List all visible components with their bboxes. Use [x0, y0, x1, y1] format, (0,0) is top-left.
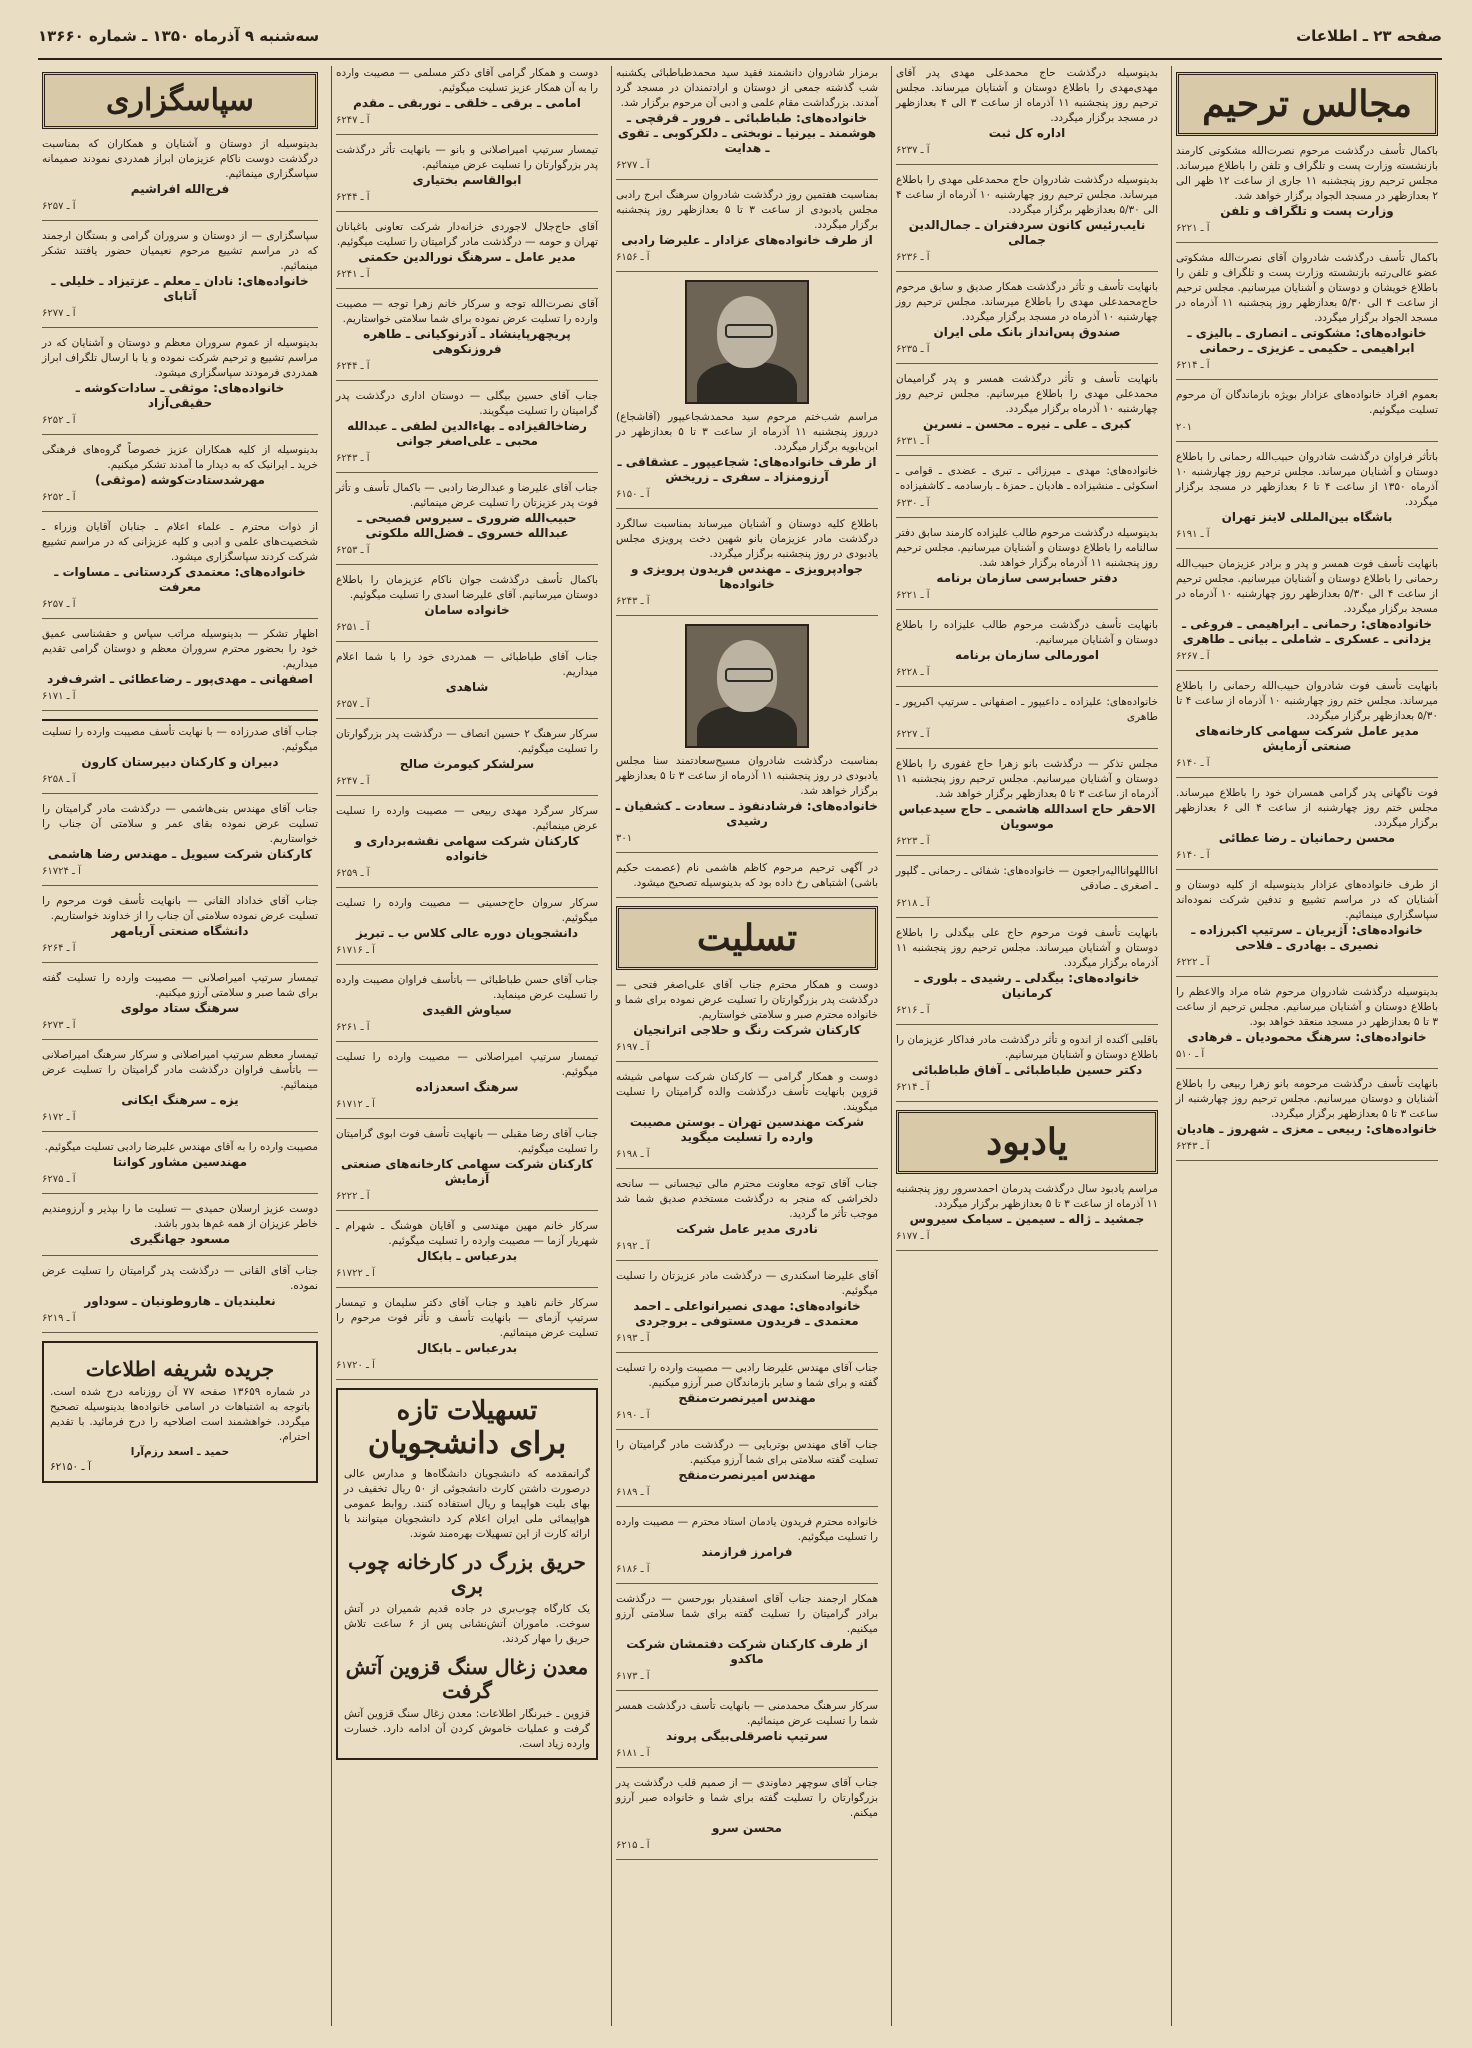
notice-body: بانهایت تأسف فوت شادروان حبیب‌الله رحمانی را باطلاع میرساند. مجلس ختم روز چهارشنبه ۱۰ آذرماه از ساعت ۴ تا ۵/۳۰ بعدازظهر برگزار میگردد.: [1176, 680, 1439, 722]
notice-body: سرکار سرهنگ ۲ حسین انصاف — درگذشت پدر بزرگوارتان را تسلیت میگوئیم.: [336, 728, 598, 755]
correction-notice: [42, 1341, 318, 1483]
notice-body: بدینوسیله درگذشت شادروان مرحوم شاه مراد والاعظم را باطلاع دوستان و آشنایان میرسانیم. مجلس ترحیم از ساعت ۳ تا ۵ بعدازظهر در مسجد منعقد خواهد بود.: [1176, 986, 1438, 1028]
notice: [616, 1269, 878, 1353]
notice-signature: خانواده‌های: طباطبائی ـ فرور ـ قرقچی ـ هوشمند ـ بیرنیا ـ نوبختی ـ دلکرکوبی ـ تقوی ـ هدایت: [617, 111, 877, 155]
notice-signature: فرج‌الله افراشیم: [130, 182, 230, 196]
notice-body: بانهایت تأسف و تأثر درگذشت همکار صدیق و سابق مرحوم حاج‌محمدعلی مهدی را باطلاع میرساند. مجلس ترحیم روز چهارشنبه ۱۰ آذرماه در مسجد برگزار میگردد.: [896, 281, 1158, 323]
notice-code: آ ـ ۶۱۸۹: [616, 1487, 650, 1498]
notice-code: آ ـ ۶۲۳۶: [896, 252, 930, 263]
notice-code: آ ـ ۶۲۴۳: [616, 596, 650, 607]
notice-signature: از طرف خانواده‌های: شجاعیپور ـ عشقاقی ـ آرزومنزاد ـ سفری ـ زریخش: [617, 455, 877, 484]
notice-signature: فرامرز فرازمند: [701, 1545, 793, 1559]
notice-body: جناب آقای مهندس بنی‌هاشمی — درگذشت مادر گرامیتان را تسلیت عرض نموده بقای عمر و سلامتی آن جناب را خواستاریم.: [42, 803, 318, 845]
notice-signature: حبیب‌الله ضروری ـ سیروس فصیحی ـ عبدالله خسروی ـ فضل‌الله ملکوتی: [357, 511, 577, 540]
notice-code: آ ـ ۶۱۴۰: [1176, 850, 1210, 861]
notice-body: باکمال تأسف درگذشت جوان ناکام عزیزمان را باطلاع دوستان میرسانیم. آقای علیرضا اسدی را تسلیت میگوئیم.: [336, 574, 598, 601]
notice-code: آ ـ ۶۱۷۱: [42, 691, 76, 702]
notice: [616, 517, 878, 616]
notice: [1176, 144, 1438, 243]
notice-code: ۳۰۱: [616, 833, 633, 844]
notice-body: بعموم افراد خانواده‌های عزادار بویژه بازماندگان آن مرحوم تسلیت میگوئیم.: [1176, 389, 1438, 416]
notice-signature: سرهنگ ستاد مولوی: [120, 1001, 240, 1015]
notice: [336, 1296, 598, 1380]
notice-code: آ ـ ۶۱۴۰: [1176, 758, 1210, 769]
notice-code: آ ـ ۶۱۹۲: [616, 1241, 650, 1252]
banner-tasliat: تسلیت: [616, 906, 878, 970]
notice-body: باطلاع کلیه دوستان و آشنایان میرساند بمناسبت سالگرد درگذشت مادر عزیزمان بانو شهین دخت پرویزی مجلس یادبودی در روز پنجشنبه برگزار میگردد.: [616, 518, 878, 560]
notice-signature: مدیر عامل ـ سرهنگ نورالدین حکمتی: [358, 250, 576, 264]
notice-code: آ ـ ۶۲۲۸: [896, 667, 930, 678]
notice-code: آ ـ ۶۲۱۶: [896, 1005, 930, 1016]
column-mourning: [1171, 66, 1442, 2026]
notice: [616, 1361, 878, 1430]
notice: [42, 627, 318, 711]
notice: [336, 481, 598, 565]
notice-signature: خانواده‌های: فرشادنفوذ ـ سعادت ـ کشفیان ـ رشیدی: [616, 799, 878, 828]
notice-body: در آگهی ترحیم مرحوم کاظم هاشمی نام (عصمت حکیم باشی) اشتباهی رخ داده بود که بدینوسیله تصحیح میشود.: [616, 862, 878, 889]
notice: [896, 926, 1158, 1025]
notice-body: بدینوسیله درگذشت مرحوم طالب علیزاده کارمند سابق دفتر سالنامه را باطلاع دوستان و آشنایان میرسانیم. مجلس ترحیم روز پنجشنبه ۱۱ آذرماه برگزار خواهد شد.: [896, 527, 1158, 569]
notice-signature: ابوالقاسم بختیاری: [412, 173, 522, 187]
notice-signature: خانواده‌های: معتمدی کردستانی ـ مساوات ـ معرفت: [54, 565, 306, 594]
notice-signature: بدرعباس ـ بابکال: [416, 1249, 518, 1263]
notice: [1176, 1077, 1438, 1161]
notice-code: آ ـ ۶۱۷۲۲: [336, 1268, 375, 1279]
notice: [896, 173, 1158, 272]
notice-body: خانواده‌های: مهدی ـ میرزائی ـ تبری ـ عضدی ـ قوامی ـ اسکوئی ـ منشیزاده ـ هادیان ـ حمزهٔ ـ بارسادمه ـ کاشفیزاده: [896, 465, 1158, 492]
notice-body: همکار ارجمند جناب آقای اسفندیار بورحسن — درگذشت برادر گرامیتان را تسلیت گفته برای شما سلامتی آرزو میکنیم.: [616, 1593, 878, 1635]
notice-body: برمزار شادروان دانشمند فقید سید محمدطباطبائی یکشنبه شب گذشته جمعی از دوستان و ارادتمندان در مسجد گرد آمدند. بزرگداشت مقام علمی و ادبی آن مرحوم برگزار شد.: [616, 67, 878, 109]
notice-body: جناب آقای طباطبائی — همدردی خود را با شما اعلام میداریم.: [336, 651, 598, 678]
notice-signature: خانواده‌های: مهدی نصیرانواعلی ـ احمد معتمدی ـ فریدون مستوفی ـ بروجردی: [633, 1299, 861, 1328]
banner-yadbood: یادبود: [896, 1110, 1158, 1174]
notice-signature: نعلبندیان ـ هاروطونیان ـ سوداور: [84, 1294, 276, 1308]
notice-signature: وزارت پست و تلگراف و تلفن: [1220, 204, 1394, 218]
notice-code: آ ـ ۶۲۵۹: [336, 868, 370, 879]
notice-code: آ ـ ۶۲۷۷: [616, 160, 650, 171]
notice-signature: مهندسین مشاور کوانتا: [112, 1155, 248, 1169]
notice-code: آ ـ ۶۲۴۱: [336, 269, 370, 280]
notice: [616, 1699, 878, 1768]
notice: [616, 1592, 878, 1691]
notice-body: جناب آقای رضا مقبلی — بانهایت تأسف فوت ابوی گرامیتان را تسلیت میگوئیم.: [336, 1128, 598, 1155]
notice-body: بانهایت تأسف فوت مرحوم حاج علی بیگدلی را باطلاع دوستان و آشنایان میرساند. مجلس ترحیم روز پنجشنبه ۱۱ آذرماه برگزار میگردد.: [896, 927, 1158, 969]
notice-code: آ ـ ۶۱۹۳: [616, 1333, 650, 1344]
notice-body: خانواده‌های: علیزاده ـ داعیپور ـ اصفهانی ـ سرتیپ اکبرپور ـ طاهری: [896, 696, 1158, 723]
notice-signature: دانشجویان دوره عالی کلاس ب ـ تبریز: [355, 926, 579, 940]
notice-signature: شرکت مهندسین تهران ـ بوستن مصیبت وارده را تسلیت میگوید: [629, 1115, 865, 1144]
notice: [616, 754, 878, 853]
notice-code: آ ـ ۶۲۴۷: [336, 115, 370, 126]
portrait-photo: [685, 624, 809, 748]
notice-body: مجلس تذکر — درگذشت بانو زهرا حاج غفوری را باطلاع دوستان و آشنایان میرسانیم. مجلس ترحیم روز پنجشنبه ۱۱ آذرماه از ساعت ۳ تا ۵ بعدازظهر برگزار خواهد شد.: [896, 758, 1158, 800]
notice-signature: یزه ـ سرهنگ ایکانی: [121, 1093, 239, 1107]
notice-code: آ ـ ۶۲۴۳: [336, 453, 370, 464]
issue-date: سه‌شنبه ۹ آذرماه ۱۳۵۰ ـ شماره ۱۳۶۶۰: [38, 27, 320, 45]
divider: [42, 719, 318, 721]
notice-code: آ ـ ۶۲۲۳: [896, 836, 930, 847]
notice-signature: از طرف کارکنان شرکت دفتمشان شرکت ماکدو: [626, 1637, 868, 1666]
notice: [896, 864, 1158, 918]
notice-signature: نادری مدیر عامل شرکت: [676, 1222, 818, 1236]
notice-body: بانهایت تأسف درگذشت مرحوم طالب علیزاده را باطلاع دوستان و آشنایان میرسانیم.: [896, 619, 1158, 646]
notice-code: آ ـ ۶۲۵۳: [336, 545, 370, 556]
notice-code: آ ـ ۶۲۵۷: [42, 201, 76, 212]
notice-body: بدینوسیله از عموم سروران معظم و دوستان و آشنایان که در مراسم تشییع و ترحیم شرکت نموده و یا با ارسال تلگراف ابراز همدردی فرمودند سپاسگزاری میشود.: [42, 337, 318, 379]
notice-signature: از طرف خانواده‌های عزادار ـ علیرضا رادبی: [621, 233, 873, 247]
notice-signature: خانواده‌های: مشکوتی ـ انصاری ـ بالیزی ـ ابراهیمی ـ حکیمی ـ عزیزی ـ رحمانی: [1187, 326, 1427, 355]
notice-signature: مدیر عامل شرکت سهامی کارخانه‌های صنعتی آزمایش: [1195, 724, 1419, 753]
notice: [336, 389, 598, 473]
notice: [42, 1048, 318, 1132]
notice-code: آ ـ ۶۱۷۲: [42, 1112, 76, 1123]
notice-code: آ ـ ۶۱۷۳: [616, 1671, 650, 1682]
notice-signature: مسعود جهانگیری: [129, 1232, 231, 1246]
notice-body: باتأثر فراوان درگذشت شادروان حبیب‌الله رحمانی را باطلاع دوستان و آشنایان میرساند. مجلس ترحیم روز چهارشنبه ۱۰ آذرماه ۱۳۵۰ از ساعت ۴ تا ۶ بعدازظهر در مسجد برگزار میگردد.: [1176, 451, 1439, 508]
news-title-2: برای دانشجویان: [367, 1426, 567, 1461]
notice: [616, 410, 878, 509]
notice-code: آ ـ ۶۲۲۲: [1176, 957, 1210, 968]
notice-body: سرکار خانم ناهید و جناب آقای دکتر سلیمان و تیمسار سرتیپ آزمای — بانهایت تأسف و تأثر فوت مرحوم را تسلیت عرض مینمائیم.: [336, 1297, 598, 1339]
notice-body: خانواده محترم فریدون یادمان استاد محترم — مصیبت وارده را تسلیت میگوئیم.: [616, 1516, 878, 1543]
notice: [896, 695, 1158, 749]
notice-body: دوست و همکار گرامی آقای دکتر مسلمی — مصیبت وارده را به آن همکار عزیز تسلیت میگوئیم.: [336, 67, 598, 94]
portrait-photo: [685, 280, 809, 404]
notice: [896, 66, 1158, 165]
notice-signature: پریچهرپاینشاد ـ آذرنوکیانی ـ طاهره فروزنکوهی: [363, 327, 571, 356]
notice: [896, 280, 1158, 364]
notice-body: سرکار سروان حاج‌حسینی — مصیبت وارده را تسلیت میگوئیم.: [336, 897, 598, 924]
notice-signature: خانواده‌های: رحمانی ـ ابراهیمی ـ فروغی ـ یزدانی ـ عسکری ـ شاملی ـ بیانی ـ طاهری: [1181, 617, 1432, 646]
notice-body: تیمسار معظم سرتیپ امیراصلانی و سرکار سرهنگ امیراصلانی — باتأسف فراوان درگذشت مادر گرامیتان را تسلیت عرض مینمائیم.: [42, 1049, 318, 1091]
notice-body: جناب آقای خداداد القانی — بانهایت تأسف فوت مرحوم را تسلیت عرض نموده سلامتی آن جناب را از خداوند خواستاریم.: [42, 895, 318, 922]
notice-code: آ ـ ۶۲۴۴: [336, 192, 370, 203]
notice-code: آ ـ ۶۲۶۷: [1176, 651, 1210, 662]
notice-signature: اداره کل ثبت: [988, 126, 1066, 140]
notice-signature: مهندس امیرنصرت‌منقح: [678, 1468, 816, 1482]
notice-code: آ ـ ۶۲۷۵: [42, 1174, 76, 1185]
correction-title: جریده شریفه اطلاعات: [85, 1357, 275, 1381]
notice-signature: سیاوش القیدی: [422, 1003, 512, 1017]
notice: [1176, 786, 1438, 870]
notice-body: بمناسبت درگذشت شادروان مسیح‌سعادتمند سنا مجلس یادبودی در روز پنجشنبه ۱۱ آذرماه از ساعت ۳ تا ۵ بعدازظهر برگزار خواهد شد.: [616, 755, 878, 797]
notice-signature: اصفهانی ـ مهدی‌پور ـ رضاعطائی ـ اشرف‌فرد: [47, 672, 313, 686]
notice-signature: امورمالی سازمان برنامه: [955, 648, 1099, 662]
notice-body: جناب آقای علیرضا و عبدالرضا رادبی — باکمال تأسف و تأثر فوت پدر عزیزتان را تسلیت عرض مینمائیم.: [336, 482, 598, 509]
notice-signature: کارکنان شرکت سیویل ـ مهندس رضا هاشمی: [47, 847, 313, 861]
notice-code: آ ـ ۶۲۵۷: [42, 599, 76, 610]
notice-body: باکمال تأسف درگذشت شادروان آقای نصرت‌الله مشکوتی عضو عالی‌رتبه بازنشسته وزارت پست و تلگراف و تلفن را باطلاع خویشان و دوستان و آشنایان میرسانیم. مجلس ترحیم از ساعت ۴ الی ۵/۳۰ بعدازظهر روز پنجشنبه ۱۱ آذرماه در مسجد الجواد برگزار میگردد.: [1176, 252, 1438, 324]
notice-body: بدینوسیله درگذشت شادروان حاج محمدعلی مهدی را باطلاع میرساند. مجلس ترحیم روز چهارشنبه ۱۰ آذرماه از ساعت ۴ الی ۵/۳۰ بعدازظهر برگزار میگردد.: [896, 174, 1158, 216]
news-text-3: قزوین ـ خبرنگار اطلاعات: معدن زغال سنگ قزوین آتش گرفت و عملیات خاموش کردن آن ادامه دارد. خسارت وارده زیاد است.: [344, 1708, 590, 1750]
notice: [1176, 251, 1438, 380]
notice-signature: سرهنگ اسعدزاده: [415, 1080, 519, 1094]
notice-signature: بدرعباس ـ بابکال: [416, 1341, 518, 1355]
notice-code: آ ـ ۶۲۷۳: [42, 1020, 76, 1031]
notice-code: آ ـ ۶۲۷۷: [42, 308, 76, 319]
notice: [1176, 878, 1438, 977]
notice-signature: صندوق پس‌انداز بانک ملی ایران: [933, 325, 1121, 339]
correction-code: آ ـ ۶۲۱۵۰: [50, 1461, 91, 1473]
notice-signature: محسن رحمانیان ـ رضا عطائی: [1218, 831, 1396, 845]
notice-body: تیمسار سرتیپ امیراصلانی — مصیبت وارده را تسلیت میگوئیم.: [336, 1051, 598, 1078]
notice: [896, 464, 1158, 518]
notice-code: آ ـ ۶۲۳۷: [896, 145, 930, 156]
notice: [896, 1033, 1158, 1102]
notice-code: آ ـ ۶۲۱۹: [42, 1313, 76, 1324]
notice-body: دوست و همکار گرامی — کارکنان شرکت سهامی شیشه قزوین بانهایت تأسف درگذشت والده گرامیتان را تسلیت میگویند.: [616, 1071, 878, 1113]
notice-code: آ ـ ۶۱۵۰: [616, 489, 650, 500]
notice-signature: دکتر حسین طباطبائی ـ آفاق طباطبائی: [911, 1063, 1143, 1077]
notice: [616, 1070, 878, 1169]
notice-code: آ ـ ۶۲۵۱: [336, 622, 370, 633]
notice-code: آ ـ ۶۲۵۷: [336, 699, 370, 710]
notice: [896, 372, 1158, 456]
notice-signature: کارکنان شرکت سهامی نقشه‌برداری و خانواده: [354, 834, 580, 863]
column-condolence: [611, 66, 882, 2026]
notice-signature: محسن سرو: [712, 1821, 782, 1835]
notice-body: جناب آقای مهندس علیرضا رادبی — مصیبت وارده را تسلیت گفته و برای شما و سایر بازماندگان صبر آرزو میکنیم.: [616, 1362, 878, 1389]
notice-signature: مهندس امیرنصرت‌منقح: [678, 1391, 816, 1405]
notice-code: آ ـ ۶۲۵۲: [42, 415, 76, 426]
notice-signature: کبری ـ علی ـ نیره ـ محسن ـ نسرین: [923, 417, 1131, 431]
notice-code: آ ـ ۶۲۲۲: [336, 1191, 370, 1202]
notice-body: انااللهوانااليه‌راجعون — خانواده‌های: شفائی ـ رحمانی ـ گلپور ـ اصغری ـ صادقی: [896, 865, 1158, 892]
notice-code: آ ـ ۶۲۱۵: [616, 1840, 650, 1851]
notice-signature: خانواده‌های: سرهنگ محمودیان ـ فرهادی: [1187, 1030, 1427, 1044]
notice: [1176, 557, 1438, 671]
notice: [616, 978, 878, 1062]
notice-code: آ ـ ۶۱۹۱: [1176, 529, 1210, 540]
column-thanks: [38, 66, 322, 2026]
notice: [336, 573, 598, 642]
page-header: [38, 14, 1442, 60]
notice-code: آ ـ ۶۲۵۲: [42, 492, 76, 503]
notice: [42, 1264, 318, 1333]
notice-body: بدینوسیله درگذشت حاج محمدعلی مهدی پدر آقای مهدی‌مهدی را باطلاع دوستان و آشنایان میرساند. مجلس ترحیم روز پنجشنبه ۱۱ آذرماه از ساعت ۳ الی ۴ بعدازظهر در مسجد برگزار میگردد.: [896, 67, 1158, 124]
notice-code: آ ـ ۶۲۳۰: [896, 498, 930, 509]
notice: [336, 650, 598, 719]
notice-body: مصیبت وارده را به آقای مهندس علیرضا رادبی تسلیت میگوئیم.: [44, 1141, 318, 1153]
notice: [336, 727, 598, 796]
notice: [42, 725, 318, 794]
notice: [42, 894, 318, 963]
notice: [42, 229, 318, 328]
banner-majales-tarhim: مجالس ترحیم: [1176, 72, 1438, 136]
notice-signature: مهرشدستادت‌کوشه (موثقی): [95, 473, 265, 487]
notice-code: آ ـ ۶۲۵۸: [42, 774, 76, 785]
notice: [896, 618, 1158, 687]
notice: [1176, 388, 1438, 442]
notice-code: آ ـ ۶۱۷۱۲: [336, 1099, 375, 1110]
notice-body: بدینوسیله از کلیه همکاران عزیز خصوصاً گروه‌های فرهنگی خرید ـ ایرانیک که به دیدار ما آمدند تشکر میکنیم.: [42, 444, 318, 471]
notice-body: جناب آقای حسن طباطبائی — باتأسف فراوان مصیبت وارده را تسلیت عرض مینماید.: [336, 974, 598, 1001]
page-number: صفحه ۲۳ ـ اطلاعات: [1296, 27, 1442, 45]
notice-body: باکمال تأسف درگذشت مرحوم نصرت‌الله مشکوتی کارمند بازنشسته وزارت پست و تلگراف و تلفن را باطلاع میرساند. مجلس ترحیم روز پنجشنبه ۱۱ جاری از ساعت ۱۲ ظهر الی ۲ بعدازظهر در مسجد الجواد برگزار خواهد شد.: [1176, 145, 1438, 202]
notice: [336, 297, 598, 381]
news-box: [336, 1388, 598, 1760]
news-text-1: گرانمقدمه که دانشجویان دانشگاه‌ها و مدارس عالی درصورت داشتن کارت دانشجوئی از ۵۰ ریال تخفیف در بهای بلیت هواپیما و ریال استفاده کنند. روابط عمومی هواپیمائی ملی ایران اعلام کرد دانشجویان میتوانند با ارائه کارت از این تسهیلات بهره‌مند شوند.: [344, 1468, 590, 1540]
notice-body: آقای علیرضا اسکندری — درگذشت مادر عزیزتان را تسلیت میگوئیم.: [616, 1270, 878, 1297]
notice-signature: کارکنان شرکت رنگ و حلاجی اترانجیان: [633, 1023, 861, 1037]
notice: [336, 804, 598, 888]
notice-code: آ ـ ۶۱۹۷: [616, 1042, 650, 1053]
notice-code: آ ـ ۶۱۸۶: [616, 1564, 650, 1575]
notice-code: آ ـ ۶۲۴۷: [336, 776, 370, 787]
notice-body: بانهایت تأسف درگذشت مرحومه بانو زهرا ربیعی را باطلاع آشنایان و دوستان میرسانیم. مجلس ترحیم روز چهارشنبه از ساعت ۳ تا ۵ بعدازظهر برگزار میگردد.: [1176, 1078, 1438, 1120]
notice-signature: خانواده‌های: آژیریان ـ سرتیپ اکبرزاده ـ نصیری ـ بهادری ـ فلاحی: [1191, 923, 1423, 952]
notice-code: آ ـ ۶۲۳۵: [896, 344, 930, 355]
notice: [336, 1219, 598, 1288]
notice-body: مراسم شب‌ختم مرحوم سید محمدشجاعیپور (آقاشجاع) درروز پنجشنبه ۱۱ آذرماه از ساعت ۳ تا ۵ بعدازظهر در ابن‌بابویه برگزار میگردد.: [616, 411, 878, 453]
notice-body: بمناسبت هفتمین روز درگذشت شادروان سرهنگ ابرج رادبی مجلس یادبودی از ساعت ۳ تا ۵ بعدازظهر روز پنجشنبه برگزار میگردد.: [616, 189, 879, 231]
notice-code: آ ـ ۶۲۲۱: [1176, 223, 1210, 234]
notice-body: سپاسگزاری — از دوستان و سروران گرامی و بستگان ارجمند که در مراسم تشییع مرحوم نعیمیان حضور یافتند تشکر مینمائیم.: [42, 230, 318, 272]
notice: [42, 971, 318, 1040]
notice-body: دوست عزیز ارسلان حمیدی — تسلیت ما را بپذیر و آرزومندیم خاطر عزیزان از همه غم‌ها بدور باشد.: [42, 1203, 318, 1230]
news-headline-mine: معدن زغال سنگ قزوین آتش گرفت: [345, 1655, 589, 1703]
yadbood-notice: مراسم یادبود سال درگذشت پدرمان احمدسرور روز پنجشنبه ۱۱ آذرماه از ساعت ۳ تا ۵ بعدازظهر برگزار میگردد. جمشید ـ ژاله ـ سیمین ـ سیامک سیروس آ ـ ۶۱۷۷: [896, 1182, 1158, 1251]
notice: [1176, 985, 1438, 1069]
correction-body: در شماره ۱۳۶۵۹ صفحه ۷۷ آن روزنامه درج شده است. باتوجه به اشتباهات در اسامی خانواده‌ها بدینوسیله تصحیح میگردد. خواهشمند است اصلاحیه را درج فرمائید. با تقدیم احترام.: [50, 1386, 310, 1443]
notice-signature: دبیران و کارکنان دبیرستان کارون: [81, 755, 279, 769]
notice-code: آ ـ ۶۱۷۱۶: [336, 945, 375, 956]
correction-sign: حمید ـ اسعد رزم‌آرا: [130, 1446, 230, 1458]
notice-signature: خانواده‌های: نادان ـ معلم ـ عزتیزاد ـ خلیلی ـ آتابای: [51, 274, 309, 303]
notice-code: ۲۰۱: [1176, 422, 1193, 433]
notice-body: آقای نصرت‌الله توجه و سرکار خانم زهرا توجه — مصیبت وارده را تسلیت عرض نموده برای شما سلامتی خواستاریم.: [336, 298, 598, 325]
notice-signature: الاحقر حاج اسدالله هاشمی ـ حاج سیدعباس موسویان: [898, 802, 1156, 831]
notice-body: بانهایت تأسف فوت همسر و پدر و برادر عزیزمان حبیب‌الله رحمانی را باطلاع دوستان و آشنایان میرسانیم. مجلس ترحیم از ساعت ۴ الی ۵/۳۰ بعدازظهر روز چهارشنبه ۱۰ آذرماه در مسجد برگزار میگردد.: [1176, 558, 1438, 615]
notice-body: دوست و همکار محترم جناب آقای علی‌اصغر فتحی — درگذشت پدر بزرگوارتان را تسلیت عرض نموده برای شما و خانواده محترم صبر و سلامتی خواستاریم.: [616, 979, 878, 1021]
notice-signature: سرلشکر کیومرث صالح: [399, 757, 535, 771]
notice-signature: باشگاه بین‌المللی لاینز تهران: [1221, 510, 1393, 524]
notice-code: آ ـ ۶۲۶۴: [42, 943, 76, 954]
newspaper-page: [38, 14, 1442, 2034]
notice: [616, 1776, 878, 1860]
notice-signature: خانواده سامان: [424, 603, 510, 617]
notice-signature: خانواده‌های: ربیعی ـ معزی ـ شهروز ـ هادیان: [1176, 1122, 1438, 1136]
notice: [336, 220, 598, 289]
notice-body: جناب آقای حسین بیگلی — دوستان اداری درگذشت پدر گرامیتان را تسلیت میگویند.: [336, 390, 598, 417]
notice-body: بانهایت تأسف و تأثر درگذشت همسر و پدر گرامیمان محمدعلی مهدی را باطلاع میرسانیم. مجلس ترحیم روز چهارشنبه ۱۰ آذرماه برگزار میگردد.: [896, 373, 1158, 415]
notice-code: آ ـ ۶۲۱۴: [1176, 360, 1210, 371]
notice-signature: دانشگاه صنعتی آریامهر: [111, 924, 249, 938]
notice: [616, 188, 878, 272]
column-notices-2: [891, 66, 1162, 2026]
notice-code: آ ـ ۶۱۹۰: [616, 1410, 650, 1421]
news-text-2: یک کارگاه چوب‌بری در جاده قدیم شمیران در آتش سوخت. ماموران آتش‌نشانی پس از ۶ ساعت تلاش حریق را مهار کردند.: [344, 1603, 590, 1645]
notice-signature: خانواده‌های: بیگدلی ـ رشیدی ـ بلوری ـ کرمانیان: [914, 971, 1140, 1000]
notice: [616, 1515, 878, 1584]
notice-body: تیمسار سرتیپ امیراصلانی و بانو — بانهایت تأثر درگذشت پدر بزرگوارتان را تسلیت عرض مینمائیم.: [336, 144, 598, 171]
notice-signature: شاهدی: [445, 680, 489, 694]
notice-body: جناب آقای توجه معاونت محترم مالی تیجسانی — سانحه دلخراشی که منجر به درگذشت مستخدم صدیق شما شد موجب تأثر ما گردید.: [616, 1178, 878, 1220]
notice-body: جناب آقای صدرزاده — با نهایت تأسف مصیبت وارده را تسلیت میگوئیم.: [42, 726, 318, 753]
notice-body: سرکار سرهنگ محمدمنی — بانهایت تأسف درگذشت همسر شما را تسلیت عرض مینمائیم.: [616, 1700, 878, 1727]
notice-signature: جوادپرویزی ـ مهندس فریدون پرویزی و خانواده‌ها: [631, 562, 863, 591]
notice: [42, 802, 318, 886]
notice: [336, 1127, 598, 1211]
notice-body: اظهار تشکر — بدینوسیله مراتب سپاس و حقشناسی عمیق خود را بحضور محترم سروران معظم و دوستان گرامی تقدیم میداریم.: [42, 628, 318, 670]
notice-signature: سرتیپ ناصرقلی‌بیگی پروند: [665, 1729, 829, 1743]
notice-code: آ ـ ۶۱۹۸: [616, 1149, 650, 1160]
notice-body: بدینوسیله از دوستان و آشنایان و همکاران که بمناسبت درگذشت دوست ناکام عزیزمان ابراز همدردی نمودند صمیمانه سپاسگزاری مینمائیم.: [42, 138, 318, 180]
news-title-1: تسهیلات تازه: [396, 1396, 538, 1426]
notice-code: آ ـ ۶۲۱۴: [896, 1082, 930, 1093]
notice-body: جناب آقای القانی — درگذشت پدر گرامیتان را تسلیت عرض نموده.: [42, 1265, 318, 1292]
notice: [616, 66, 878, 180]
notice-body: جناب آقای مهندس بوتربایی — درگذشت مادر گرامیتان را تسلیت گفته سلامتی برای شما آرزو میکنیم.: [616, 1439, 878, 1466]
notice: [42, 520, 318, 619]
notice-code: آ ـ ۶۱۸۱: [616, 1748, 650, 1759]
notice-body: باقلبی آکنده از اندوه و تأثر درگذشت مادر فداکار عزیزمان را باطلاع دوستان و آشنایان میرسانیم.: [896, 1034, 1158, 1061]
notice-body: تیمسار سرتیپ امیراصلانی — مصیبت وارده را تسلیت گفته برای شما صبر و سلامتی آرزو میکنیم.: [42, 972, 318, 999]
notice: [336, 896, 598, 965]
notice: [616, 1177, 878, 1261]
news-headline-fire: حریق بزرگ در کارخانه چوب بری: [348, 1550, 586, 1598]
notice-code: آ ـ ۶۲۱۸: [896, 898, 930, 909]
column-notices-4: [331, 66, 602, 2026]
notice-code: آ ـ ۶۲۲۷: [896, 729, 930, 740]
notice-code: آ ـ ۶۲۴۳: [1176, 1141, 1210, 1152]
notice: [42, 336, 318, 435]
notice-code: آ ـ ۶۲۳۱: [896, 436, 930, 447]
notice-body: سرکار خانم مهین مهندسی و آقایان هوشنگ ـ شهرام ـ شهریار آزما — مصیبت وارده را تسلیت میگوئیم.: [336, 1220, 598, 1247]
notice-body: از طرف خانواده‌های عزادار بدینوسیله از کلیه دوستان و آشنایان که در مراسم تشییع و تدفین شرکت نموده‌اند سپاسگزاری مینمائیم.: [1176, 879, 1438, 921]
notice-code: آ ـ ۶۱۷۲۰: [336, 1360, 375, 1371]
notice: [336, 143, 598, 212]
notice: [336, 66, 598, 135]
notice-body: جناب آقای سوچهر دماوندی — از صمیم قلب درگذشت پدر بزرگوارتان را تسلیت گفته برای شما و خانواده صبر آرزو میکنم.: [616, 1777, 878, 1819]
notice-signature: امامی ـ برقی ـ خلقی ـ نوربقی ـ مقدم: [353, 96, 581, 110]
notice: [336, 973, 598, 1042]
notice-body: از ذوات محترم ـ علماء اعلام ـ جنابان آقایان وزراء ـ شخصیت‌های علمی و ادبی و کلیه عزیزانی که در مراسم تشییع شرکت کردند سپاسگزاری میشود.: [42, 521, 318, 563]
notice: [896, 526, 1158, 610]
notice-signature: خانواده‌های: موثقی ـ سادات‌کوشه ـ حقیقی‌آزاد: [75, 381, 285, 410]
notice: [616, 1438, 878, 1507]
notice-code: آ ـ ۶۱۵۶: [616, 252, 650, 263]
notice: [42, 1202, 318, 1256]
notice-signature: کارکنان شرکت سهامی کارخانه‌های صنعتی آزمایش: [341, 1157, 593, 1186]
notice: [336, 1050, 598, 1119]
notice-code: آ ـ ۶۲۲۱: [896, 590, 930, 601]
notice: [616, 861, 878, 898]
notice-code: آ ـ ۶۱۷۲۴: [42, 866, 81, 877]
notice-signature: نایب‌رئیس کانون سردفتران ـ جمال‌الدین جمالی: [908, 218, 1146, 247]
notice: [1176, 679, 1438, 778]
notice-code: آ ـ ۵۱۰: [1176, 1049, 1205, 1060]
notice-body: فوت ناگهانی پدر گرامی همسران خود را باطلاع میرساند. مجلس ختم روز چهارشنبه از ساعت ۴ الی ۶ بعدازظهر برگزار میگردد.: [1176, 787, 1439, 829]
notice: [42, 443, 318, 512]
notice-code: آ ـ ۶۲۴۴: [336, 361, 370, 372]
notice-signature: دفتر حسابرسی سازمان برنامه: [936, 571, 1118, 585]
notice-code: آ ـ ۶۲۶۱: [336, 1022, 370, 1033]
notice-body: آقای حاج‌جلال لاجوردی خزانه‌دار شرکت تعاونی باغبانان تهران و حومه — درگذشت مادر گرامیتان را تسلیت میگوئیم.: [336, 221, 598, 248]
notice: [42, 137, 318, 221]
notice-signature: رضاخالقیزاده ـ بهاءالدین لطفی ـ عبدالله محبی ـ علی‌اصغر جوانی: [347, 419, 587, 448]
notice: [1176, 450, 1438, 549]
banner-sepasgozari: سپاسگزاری: [42, 72, 318, 129]
notice-body: سرکار سرگرد مهدی ربیعی — مصیبت وارده را تسلیت عرض مینمائیم.: [336, 805, 598, 832]
notice: [896, 757, 1158, 856]
notice: [42, 1140, 318, 1194]
